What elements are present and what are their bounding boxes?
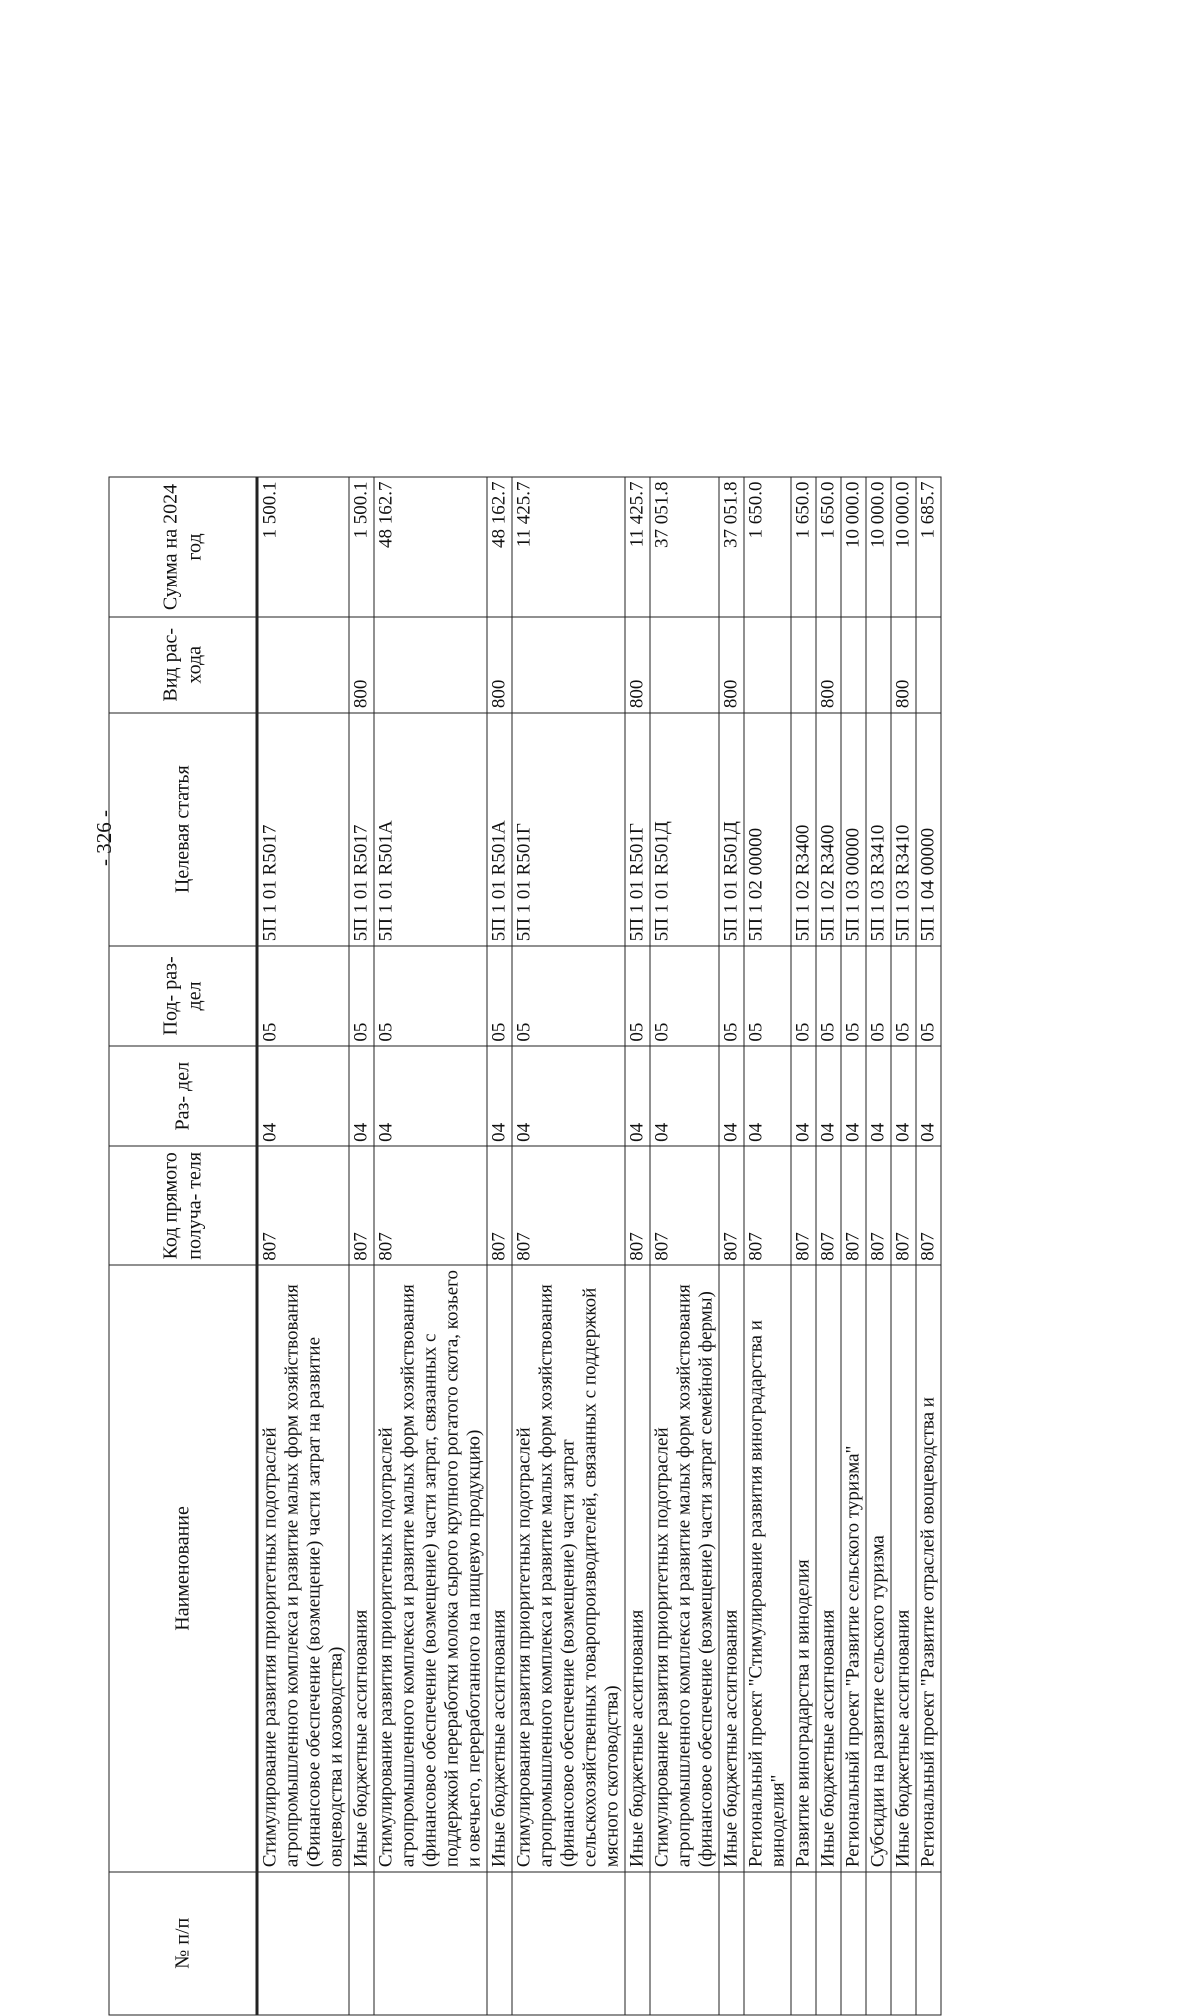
cell-recipient-code: 807: [791, 1146, 816, 1265]
cell-subsection: 05: [916, 946, 941, 1046]
cell-sum: 11 425.7: [512, 477, 625, 617]
cell-recipient-code: 807: [816, 1146, 841, 1265]
table-row: [841, 477, 866, 2015]
cell-name: Иные бюджетные ассигнования: [719, 1265, 744, 1871]
cell-subsection: 05: [866, 946, 891, 1046]
cell-target-article: 5П 1 03 R3410: [866, 713, 891, 946]
cell-name: Иные бюджетные ассигнования: [625, 1265, 650, 1871]
cell-section: 04: [744, 1046, 791, 1146]
cell-section: 04: [487, 1046, 512, 1146]
cell-section: 04: [866, 1046, 891, 1146]
header-name: Наименование: [109, 1265, 257, 1871]
table-row: [791, 477, 816, 2015]
cell-target-article: 5П 1 03 00000: [841, 713, 866, 946]
header-section: Раз- дел: [109, 1046, 257, 1146]
header-recipient-code: Код прямого получа- теля: [109, 1146, 257, 1265]
cell-subsection: 05: [744, 946, 791, 1046]
cell-expense-type: [791, 617, 816, 713]
cell-expense-type: [866, 617, 891, 713]
cell-subsection: 05: [625, 946, 650, 1046]
cell-recipient-code: 807: [257, 1146, 349, 1265]
cell-sum: 1 650.0: [744, 477, 791, 617]
cell-sum: 1 500.1: [349, 477, 374, 617]
table-row: [257, 477, 349, 2015]
cell-num: [841, 1872, 866, 2015]
cell-recipient-code: 807: [349, 1146, 374, 1265]
cell-name: Иные бюджетные ассигнования: [349, 1265, 374, 1871]
table-row: [916, 477, 941, 2015]
cell-name: Иные бюджетные ассигнования: [487, 1265, 512, 1871]
cell-target-article: 5П 1 01 R501Г: [512, 713, 625, 946]
cell-num: [349, 1872, 374, 2015]
header-expense-type: Вид рас- хода: [109, 617, 257, 713]
cell-target-article: 5П 1 01 R501А: [487, 713, 512, 946]
cell-name: Региональный проект "Развитие отраслей овощеводства и: [916, 1265, 941, 1871]
cell-section: 04: [512, 1046, 625, 1146]
cell-target-article: 5П 1 02 R3400: [816, 713, 841, 946]
cell-name: Региональный проект "Стимулирование развития виноградарства и виноделия": [744, 1265, 791, 1871]
cell-recipient-code: 807: [891, 1146, 916, 1265]
cell-subsection: 05: [374, 946, 487, 1046]
cell-section: 04: [791, 1046, 816, 1146]
cell-expense-type: 800: [349, 617, 374, 713]
cell-subsection: 05: [650, 946, 719, 1046]
cell-sum: 48 162.7: [487, 477, 512, 617]
cell-sum: 10 000.0: [841, 477, 866, 617]
cell-name: Стимулирование развития приоритетных подотраслей агропромышленного комплекса и развитие малых форм хозяйствования (Финансовое обеспечение (возмещение) части затрат на развитие овцеводства и козоводства): [257, 1265, 349, 1871]
cell-section: 04: [650, 1046, 719, 1146]
cell-section: 04: [891, 1046, 916, 1146]
cell-num: [891, 1872, 916, 2015]
cell-num: [487, 1872, 512, 2015]
cell-num: [625, 1872, 650, 2015]
cell-subsection: 05: [841, 946, 866, 1046]
cell-section: 04: [257, 1046, 349, 1146]
header-subsection: Под- раз- дел: [109, 946, 257, 1046]
cell-target-article: 5П 1 01 R5017: [257, 713, 349, 946]
table-row: [744, 477, 791, 2015]
cell-recipient-code: 807: [719, 1146, 744, 1265]
cell-section: 04: [349, 1046, 374, 1146]
cell-expense-type: 800: [719, 617, 744, 713]
cell-name: Стимулирование развития приоритетных подотраслей агропромышленного комплекса и развитие малых форм хозяйствования (финансовое обеспечение (возмещение) части затрат сельскохозяйственных товаропроизводителей, связанных с поддержкой мясного скотоводства): [512, 1265, 625, 1871]
cell-subsection: 05: [719, 946, 744, 1046]
cell-sum: 1 685.7: [916, 477, 941, 617]
cell-target-article: 5П 1 01 R501А: [374, 713, 487, 946]
cell-name: Региональный проект "Развитие сельского туризма": [841, 1265, 866, 1871]
cell-recipient-code: 807: [650, 1146, 719, 1265]
cell-recipient-code: 807: [841, 1146, 866, 1265]
cell-name: Субсидии на развитие сельского туризма: [866, 1265, 891, 1871]
table-row: [374, 477, 487, 2015]
cell-target-article: 5П 1 02 R3400: [791, 713, 816, 946]
cell-subsection: 05: [257, 946, 349, 1046]
cell-num: [916, 1872, 941, 2015]
cell-target-article: 5П 1 02 00000: [744, 713, 791, 946]
cell-expense-type: [841, 617, 866, 713]
cell-sum: 37 051.8: [650, 477, 719, 617]
cell-recipient-code: 807: [374, 1146, 487, 1265]
cell-target-article: 5П 1 01 R501Д: [719, 713, 744, 946]
cell-recipient-code: 807: [487, 1146, 512, 1265]
cell-num: [866, 1872, 891, 2015]
cell-num: [512, 1872, 625, 2015]
cell-sum: 37 051.8: [719, 477, 744, 617]
cell-section: 04: [816, 1046, 841, 1146]
cell-num: [816, 1872, 841, 2015]
budget-table: [109, 477, 942, 2016]
cell-num: [650, 1872, 719, 2015]
cell-sum: 10 000.0: [866, 477, 891, 617]
cell-target-article: 5П 1 01 R501Д: [650, 713, 719, 946]
cell-expense-type: [512, 617, 625, 713]
cell-num: [791, 1872, 816, 2015]
table-header-row: [109, 477, 257, 2015]
header-num: № п/п: [109, 1872, 257, 2015]
table-row: [816, 477, 841, 2015]
table-row: [866, 477, 891, 2015]
cell-expense-type: 800: [625, 617, 650, 713]
cell-sum: 48 162.7: [374, 477, 487, 617]
cell-recipient-code: 807: [744, 1146, 791, 1265]
cell-num: [744, 1872, 791, 2015]
cell-expense-type: [916, 617, 941, 713]
cell-target-article: 5П 1 04 00000: [916, 713, 941, 946]
table-row: [891, 477, 916, 2015]
cell-expense-type: [744, 617, 791, 713]
table-row: [719, 477, 744, 2015]
cell-section: 04: [841, 1046, 866, 1146]
cell-sum: 11 425.7: [625, 477, 650, 617]
table-row: [512, 477, 625, 2015]
header-target-article: Целевая статья: [109, 713, 257, 946]
cell-name: Стимулирование развития приоритетных подотраслей агропромышленного комплекса и развитие малых форм хозяйствования (финансовое обеспечение (возмещение) части затрат, связанных с поддержкой переработки молока сырого крупного рогатого скота, козьего и овечьего, переработанного на пищевую продукцию): [374, 1265, 487, 1871]
cell-sum: 1 650.0: [816, 477, 841, 617]
cell-num: [374, 1872, 487, 2015]
cell-subsection: 05: [349, 946, 374, 1046]
cell-section: 04: [916, 1046, 941, 1146]
table-row: [487, 477, 512, 2015]
cell-target-article: 5П 1 01 R501Г: [625, 713, 650, 946]
cell-num: [257, 1872, 349, 2015]
cell-name: Развитие виноградарства и виноделия: [791, 1265, 816, 1871]
cell-subsection: 05: [891, 946, 916, 1046]
cell-recipient-code: 807: [866, 1146, 891, 1265]
cell-sum: 1 650.0: [791, 477, 816, 617]
page-number: - 326 -: [92, 810, 116, 866]
cell-section: 04: [719, 1046, 744, 1146]
table-row: [650, 477, 719, 2015]
cell-name: Стимулирование развития приоритетных подотраслей агропромышленного комплекса и развитие малых форм хозяйствования (финансовое обеспечение (возмещение) части затрат семейной фермы): [650, 1265, 719, 1871]
cell-sum: 10 000.0: [891, 477, 916, 617]
cell-expense-type: 800: [816, 617, 841, 713]
cell-expense-type: 800: [487, 617, 512, 713]
cell-target-article: 5П 1 01 R5017: [349, 713, 374, 946]
cell-section: 04: [625, 1046, 650, 1146]
cell-expense-type: [650, 617, 719, 713]
cell-subsection: 05: [512, 946, 625, 1046]
cell-expense-type: 800: [891, 617, 916, 713]
cell-subsection: 05: [791, 946, 816, 1046]
table-row: [349, 477, 374, 2015]
cell-expense-type: [374, 617, 487, 713]
header-sum-2024: Сумма на 2024 год: [109, 477, 257, 617]
cell-recipient-code: 807: [512, 1146, 625, 1265]
cell-name: Иные бюджетные ассигнования: [816, 1265, 841, 1871]
cell-expense-type: [257, 617, 349, 713]
cell-section: 04: [374, 1046, 487, 1146]
cell-name: Иные бюджетные ассигнования: [891, 1265, 916, 1871]
cell-target-article: 5П 1 03 R3410: [891, 713, 916, 946]
cell-subsection: 05: [487, 946, 512, 1046]
cell-subsection: 05: [816, 946, 841, 1046]
cell-recipient-code: 807: [916, 1146, 941, 1265]
table-row: [625, 477, 650, 2015]
budget-table-sheet: [109, 477, 1061, 2016]
cell-sum: 1 500.1: [257, 477, 349, 617]
cell-num: [719, 1872, 744, 2015]
cell-recipient-code: 807: [625, 1146, 650, 1265]
